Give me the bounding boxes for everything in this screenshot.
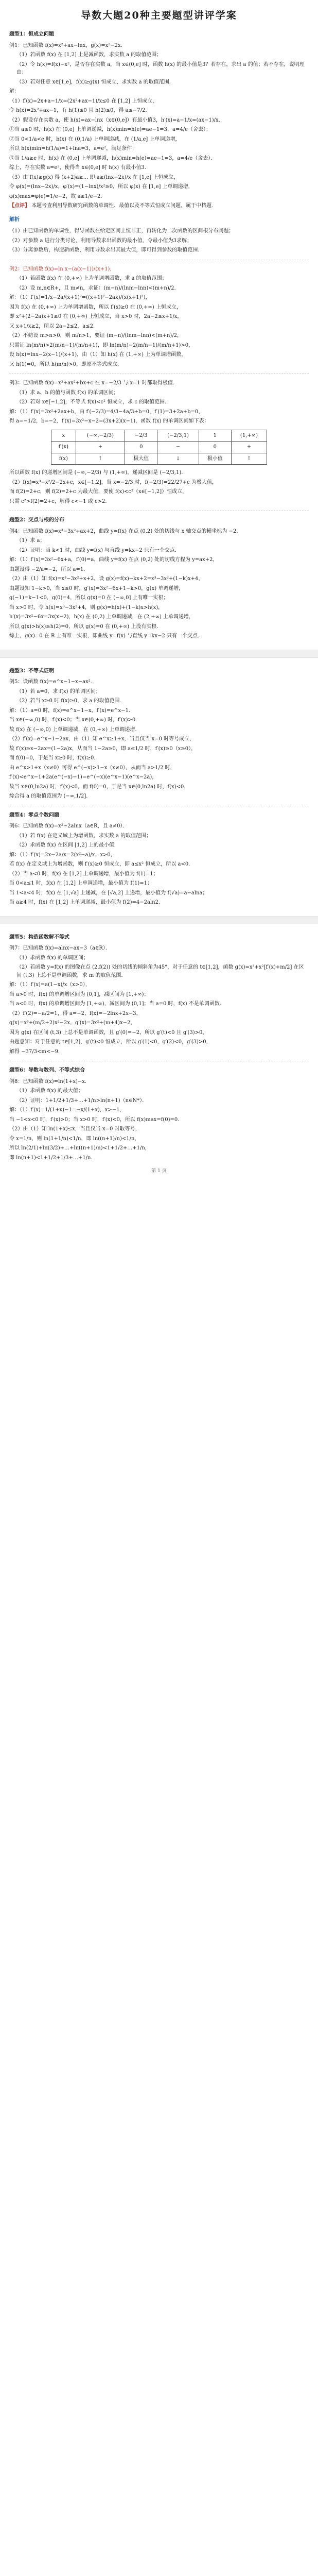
solution-line: 故当 x∈(0,ln2a) 时，f′(x)<0，而 f(0)=0，于是当 x∈(0,ln2a) 时，f(x)<0．: [9, 784, 189, 790]
solution-line: 解：（1）f′(x)=1/x−2a/(x+1)²=((x+1)²−2ax)/(x(x+1)²)，: [9, 295, 151, 301]
problem-type-4: 题型4：零点个数问题: [9, 812, 59, 818]
solution-line: g(x)=x³+(m/2+2)x²−2x，g′(x)=3x²+(m+4)x−2，: [9, 1020, 136, 1026]
solution-line: 解：（1）f′(x)=1/(1+x)−1=−x/(1+x)，x>−1，: [9, 1107, 125, 1113]
solution-line: 若 f(x) 在定义域上为增函数，则 f′(x)≥0 恒成立，即 a≤x² 恒成立，所以 a<0．: [9, 861, 194, 868]
page-break: [0, 650, 318, 658]
table-cell: 1: [199, 430, 231, 442]
example-2-q2: （2）设 m,n∈R+，且 m≠n，求证：(m−n)/(lnm−lnn)<(m+n)/2．: [16, 285, 180, 291]
solution-line: （1）f′(x)=2x+a−1/x=(2x²+ax−1)/x≤0 在 [1,2] 上恒成立，: [9, 98, 158, 104]
solution-line: ②当 0<1/a<e 时，h(x) 在 (0,1/a) 上单调递减，在 (1/a,e] 上单调递增，: [9, 136, 181, 142]
solution-line: 即 ln(n+1)<1+1/2+1/3+…+1/n．: [9, 1155, 96, 1161]
page-break: [0, 916, 318, 924]
table-cell: ↑: [231, 453, 267, 465]
solution-line: h′(x)=3x²−6x=3x(x−2)，h(x) 在 (0,2) 上单调递减，在 (2,+∞) 上单调递增，: [9, 614, 195, 620]
solution-line: 当 x>0 时，令 h(x)=x³−3x²+4，则 g(x)=h(x)+(1−k)x>h(x)，: [9, 604, 164, 611]
table-cell: +: [231, 442, 267, 453]
solution-line: 解：（1）f′(x)=3x²−6x+a，f′(0)=a，曲线 y=f(x) 在点 (0,2) 处的切线方程为 y=ax+2，: [9, 557, 218, 563]
example-1-q3: （3）若对任意 x∈[1,e]，f(x)≥g(x) 恒成立，求实数 a 的取值范围．: [16, 79, 174, 85]
comment-label: 【点评】: [9, 203, 30, 209]
solution-line: 解得 −37/3<m<−9．: [9, 1048, 63, 1055]
solution-line: φ(x)max=φ(e)=1/e−2，故 a≥1/e−2．: [9, 193, 106, 199]
problem-type-6: 题型6：导数与数列、不等式综合: [9, 1067, 85, 1074]
solution-line: 解：（1）f′(x)=3x²+2ax+b，由 f′(−2/3)=4/3−4a/3+b=0，f′(1)=3+2a+b=0，: [9, 409, 204, 415]
solution-line: 而 f(2)=2+c，则 f(2)=2+c 为最大值，要使 f(x)<c²（x∈[−1,2]）恒成立，: [9, 489, 188, 495]
solution-line: 当 a≥4 时，f(x) 在 [1,2] 上单调递减，最小值为 f(2)=4−2aln2．: [9, 900, 164, 906]
solution-line: 令 h(x)=2x²+ax−1，有 h(1)≤0 且 h(2)≤0，得 a≤−7/2．: [9, 108, 151, 114]
example-3: 例3：已知函数 f(x)=x³+ax²+bx+c 在 x=−2/3 与 x=1 时都取得极值．: [9, 380, 178, 386]
example-3-q1: （1）求 a、b 的值与函数 f(x) 的单调区间；: [16, 389, 119, 396]
example-2-q1: （1）若函数 f(x) 在 (0,+∞) 上为单调增函数，求 a 的取值范围；: [16, 276, 167, 282]
problem-type-1: 题型1：恒成立问题: [9, 31, 54, 38]
table-row: [51, 453, 267, 465]
example-6-q2: （2）求函数 f(x) 在区间 [1,2] 上的最小值．: [16, 842, 119, 849]
table-cell: −2/3: [125, 430, 157, 442]
example-8-q1: （1）求函数 f(x) 的最大值；: [16, 1088, 83, 1094]
example-8: 例8：已知函数 f(x)=ln(1+x)−x．: [9, 1078, 90, 1084]
solution-line: 当 0<a≤1 时，f(x) 在 [1,2] 上单调递增，最小值为 f(1)=1；: [9, 880, 152, 887]
analysis-label: 解析: [9, 216, 20, 223]
solution-line: f′(x)<e^x−1+2a(e^(−x)−1)=e^(−x)(e^x−1)(e^x−2a)，: [9, 774, 157, 781]
table-cell: 极大值: [125, 453, 157, 465]
table-cell: ↑: [76, 453, 125, 465]
solution-line: 当 a>0 时，f(x) 的单调增区间为 (0,1]，减区间为 [1,+∞)；: [9, 991, 149, 997]
example-7: 例7：已知函数 f(x)=alnx−ax−3（a∈R）．: [9, 945, 111, 952]
solution-line: ①当 a≤0 时，h(x) 在 (0,e] 上单调递减，h(x)min=h(e)=ae−1=3，a=4/e（舍去）；: [9, 127, 211, 133]
solution-line: 故 f(x) 在 (−∞,0) 上单调递减，在 (0,+∞) 上单调递增．: [9, 726, 140, 733]
example-7-q2: （2）若函数 y=f(x) 的图像在点 (2,f(2)) 处的切线的倾斜角为45°，对于任意的 t∈[1,2]，函数 g(x)=x³+x²[f′(x)+m/2] 在区间 (t,3) 上总不是单调函数，求 m 的取值范围．: [16, 964, 304, 978]
comment-text: 本题考查利用导数研究函数的单调性、最值以及不等式恒成立问题，属于中档题．: [31, 203, 217, 209]
example-4-q2: （2）证明：当 k<1 时，曲线 y=f(x) 与直线 y=kx−2 只有一个交点．: [16, 547, 180, 553]
example-1: 例1：已知函数 f(x)=x²+ax−lnx，g(x)=x²−2x．: [9, 42, 126, 48]
table-cell: +: [76, 442, 125, 453]
table-cell: (−2/3,1): [157, 430, 199, 442]
solution-line: 由题意知：对于任意的 t∈[1,2]，g′(t)<0 恒成立，所以 g′(1)<0，g′(2)<0，g′(3)>0，: [9, 1039, 211, 1045]
solution-line: g(−1)=k−1<0，g(0)=4，所以 g(x)=0 在 (−∞,0] 上有唯一实根；: [9, 595, 169, 601]
solution-line: 因为 g(x) 在区间 (t,3) 上总不是单调函数，且 g′(0)=−2，所以 g′(t)<0 且 g′(3)>0，: [9, 1029, 208, 1036]
solution-line: 所以函数 f(x) 的递增区间是 (−∞,−2/3) 与 (1,+∞)，递减区间是 (−2/3,1)．: [9, 470, 187, 476]
page-footer: 第 1 页: [151, 1168, 167, 1174]
example-7-q1: （1）求函数 f(x) 的单调区间；: [16, 955, 89, 961]
solution-label: 解：: [9, 89, 20, 95]
solution-line: 解：（1）f′(x)=a(1−x)/x（x>0），: [9, 982, 91, 988]
solution-line: 当 1<a<4 时，f(x) 在 [1,√a] 上递减，在 [√a,2] 上递增，最小值为 f(√a)=a−alna；: [9, 890, 208, 896]
solution-line: 所以 ln(2/1)+ln(3/2)+…+ln((n+1)/n)<1+1/2+…+1/n，: [9, 1145, 150, 1151]
table-cell: f′(x): [51, 442, 76, 453]
solution-line: 解：（1）a=0 时，f(x)=e^x−1−x，f′(x)=e^x−1．: [9, 707, 134, 714]
example-1-q1: （1）若函数 f(x) 在 [1,2] 上是减函数，求实数 a 的取值范围；: [16, 52, 162, 58]
example-5-q2: （2）若当 x≥0 时 f(x)≥0，求 a 的取值范围．: [16, 698, 125, 704]
solution-line: 只需 c²>f(2)=2+c，解得 c<−1 或 c>2．: [9, 498, 111, 504]
example-4: 例4：已知函数 f(x)=x³−3x²+ax+2，曲线 y=f(x) 在点 (0,2) 处的切线与 x 轴交点的横坐标为 −2．: [9, 528, 242, 534]
solution-line: 故 f′(x)≥x−2ax=(1−2a)x，从而当 1−2a≥0，即 a≤1/2 时，f′(x)≥0（x≥0），: [9, 745, 197, 752]
problem-type-3: 题型3：不等式证明: [9, 668, 54, 674]
table-cell: 极小值: [199, 453, 231, 465]
example-5: 例5：设函数 f(x)=e^x−1−x−ax²．: [9, 679, 96, 685]
analysis-line: （1）由已知函数的单调性，得导函数在给定区间上恒非正，再转化为二次函数的区间根分布问题；: [9, 228, 234, 234]
solution-line: 综上，g(x)=0 在 R 上有唯一实根，即曲线 y=f(x) 与直线 y=kx−2 只有一个交点．: [9, 633, 203, 639]
solution-line: 又 h(1)=0，所以 h(m/n)>0，即原不等式成立．: [9, 361, 122, 367]
solution-line: 所以 h(x)min=h(1/a)=1+lna=3，a=e²，满足条件；: [9, 146, 137, 152]
solution-line: （3）由 f(x)≥g(x) 得 (x+2)a≥... 即 a≥(lnx−2x)/x 在 [1,e] 上恒成立，: [9, 174, 179, 180]
solution-line: 当 a<0 时，f(x) 的单调增区间为 [1,+∞)，减区间为 (0,1]；当 a=0 时，f(x) 不是单调函数．: [9, 1001, 225, 1007]
solution-line: 综上，存在实数 a=e²，使得当 x∈(0,e] 时 h(x) 有最小值3．: [9, 165, 150, 171]
example-4-q1: （1）求 a；: [16, 538, 45, 544]
solution-line: （2）f′(x)=e^x−1−2ax，由（1）知 e^x≥1+x，当且仅当 x=0 时等号成立，: [9, 736, 195, 742]
example-5-q1: （1）若 a=0，求 f(x) 的单调区间；: [16, 688, 101, 694]
monotonicity-table: [51, 430, 267, 465]
example-2: 例2：已知函数 f(x)=ln x−(a(x−1))/(x+1)．: [9, 266, 115, 272]
example-1-q2: （2）令 h(x)=f(x)−x²，是否存在实数 a，当 x∈(0,e] 时，函数 h(x) 的最小值是3？若存在，求出 a 的值；若不存在，说明理由；: [16, 61, 305, 76]
example-3-q2: （2）若对 x∈[−1,2]，不等式 f(x)<c² 恒成立，求 c 的取值范围．: [16, 399, 170, 405]
solution-line: 而 f(0)=0，于是当 x≥0 时，f(x)≥0．: [9, 755, 99, 761]
solution-line: 综合得 a 的取值范围为 (−∞,1/2]．: [9, 793, 92, 800]
solution-line: 由题设知 1−k>0，当 x≤0 时，g′(x)=3x²−6x+1−k>0，g(x) 单调递增，: [9, 585, 184, 591]
table-header-row: [51, 430, 267, 442]
table-row: [51, 442, 267, 453]
solution-line: 令 φ(x)=(lnx−2x)/x，φ′(x)=(1−lnx)/x²≥0，所以 φ(x) 在 [1,e] 上单调递增，: [9, 184, 193, 190]
table-cell: ↓: [157, 453, 199, 465]
solution-line: （2）f(x)=x³−x²/2−2x+c，x∈[−1,2]，当 x=−2/3 时，f(−2/3)=22/27+c 为极大值，: [9, 479, 217, 485]
solution-line: （2）不妨设 m>n>0，则 m/n>1，要证 (m−n)/(lnm−lnn)<(m+n)/2，: [9, 333, 183, 339]
solution-line: 当 x∈(−∞,0) 时，f′(x)<0；当 x∈(0,+∞) 时，f′(x)>0．: [9, 717, 141, 723]
table-cell: 0: [125, 442, 157, 453]
solution-line: 因为 f(x) 在 (0,+∞) 上为单调增函数，所以 f′(x)≥0 在 (0,+∞) 上恒成立，: [9, 304, 182, 310]
solution-line: 由题设得 −2/a=−2，所以 a=1．: [9, 566, 89, 572]
solution-line: 又 x+1/x≥2，所以 2a−2≤2，a≤2．: [9, 323, 98, 329]
solution-line: 只需证 ln(m/n)>2(m/n−1)/(m/n+1)，即 ln(m/n)−2(m/n−1)/(m/n+1)>0，: [9, 342, 194, 348]
solution-line: （2）由（1）知 f(x)=x³−3x²+x+2，设 g(x)=f(x)−kx+2=x³−3x²+(1−k)x+4，: [9, 576, 204, 582]
analysis-line: （3）分离参数后，构造新函数，利用导数求出其最大值，即可得到参数的取值范围．: [9, 247, 203, 253]
solution-line: （2）假设存在实数 a，使 h(x)=ax−lnx（x∈(0,e]）有最小值3，h′(x)=a−1/x=(ax−1)/x．: [9, 117, 224, 123]
solution-line: （2）由（1）知 ln(1+x)≤x，当且仅当 x=0 时取等号，: [9, 1126, 140, 1132]
solution-line: 设 h(x)=lnx−2(x−1)/(x+1)，由（1）知 h(x) 在 (1,+∞) 上为单调增函数，: [9, 352, 187, 358]
table-cell: f(x): [51, 453, 76, 465]
solution-line: 由 e^x>1+x（x≠0）可得 e^(−x)>1−x（x≠0），从而当 a>1/2 时，: [9, 765, 175, 771]
solution-line: （2）f′(2)=−a/2=1，得 a=−2，f(x)=−2lnx+2x−3，: [9, 1010, 142, 1016]
table-cell: 0: [199, 442, 231, 453]
page-title: 导数大题20种主要题型讲评学案: [81, 10, 237, 21]
table-cell: (−∞,−2/3): [76, 430, 125, 442]
solution-line: 得 a=−1/2，b=−2，f′(x)=3x²−x−2=(3x+2)(x−1)，函数 f(x) 的单调区间如下表：: [9, 418, 209, 425]
problem-type-2: 题型2：交点与根的分布: [9, 517, 64, 523]
table-cell: x: [51, 430, 76, 442]
example-6-q1: （1）若 f(x) 在定义域上为增函数，求实数 a 的取值范围；: [16, 833, 152, 839]
example-6: 例6：已知函数 f(x)=x²−2alnx（a∈R，且 a≠0）．: [9, 823, 128, 829]
solution-line: 令 x=1/n，则 ln(1+1/n)<1/n，即 ln((n+1)/n)<1/n，: [9, 1136, 140, 1142]
solution-line: （2）当 a<0 时，f(x) 在 [1,2] 上单调递增，最小值为 f(1)=1；: [9, 871, 158, 877]
solution-line: 所以 g(x)>h(x)≥h(2)=0，所以 g(x)=0 在 (0,+∞) 上没有实根．: [9, 623, 162, 630]
problem-type-5: 题型5：构造函数解不等式: [9, 934, 69, 940]
table-cell: −: [157, 442, 199, 453]
solution-line: 当 −1<x<0 时，f′(x)>0；当 x>0 时，f′(x)<0，所以 f(x)max=f(0)=0．: [9, 1116, 183, 1123]
solution-line: ③当 1/a≥e 时，h(x) 在 (0,e] 上单调递减，h(x)min=h(e)=ae−1=3，a=4/e（舍去）．: [9, 155, 216, 161]
example-8-q2: （2）证明：1+1/2+1/3+…+1/n>ln(n+1)（n∈N*）．: [16, 1097, 148, 1104]
analysis-line: （2）对参数 a 进行分类讨论，利用导数求出函数的最小值，令最小值为3求解；: [9, 238, 192, 244]
solution-line: 即 x²+(2−2a)x+1≥0 在 (0,+∞) 上恒成立，当 x>0 时，2a−2≤x+1/x，: [9, 314, 183, 320]
table-cell: (1,+∞): [231, 430, 267, 442]
solution-line: 解：（1）f′(x)=2x−2a/x=2(x²−a)/x，x>0，: [9, 852, 116, 858]
